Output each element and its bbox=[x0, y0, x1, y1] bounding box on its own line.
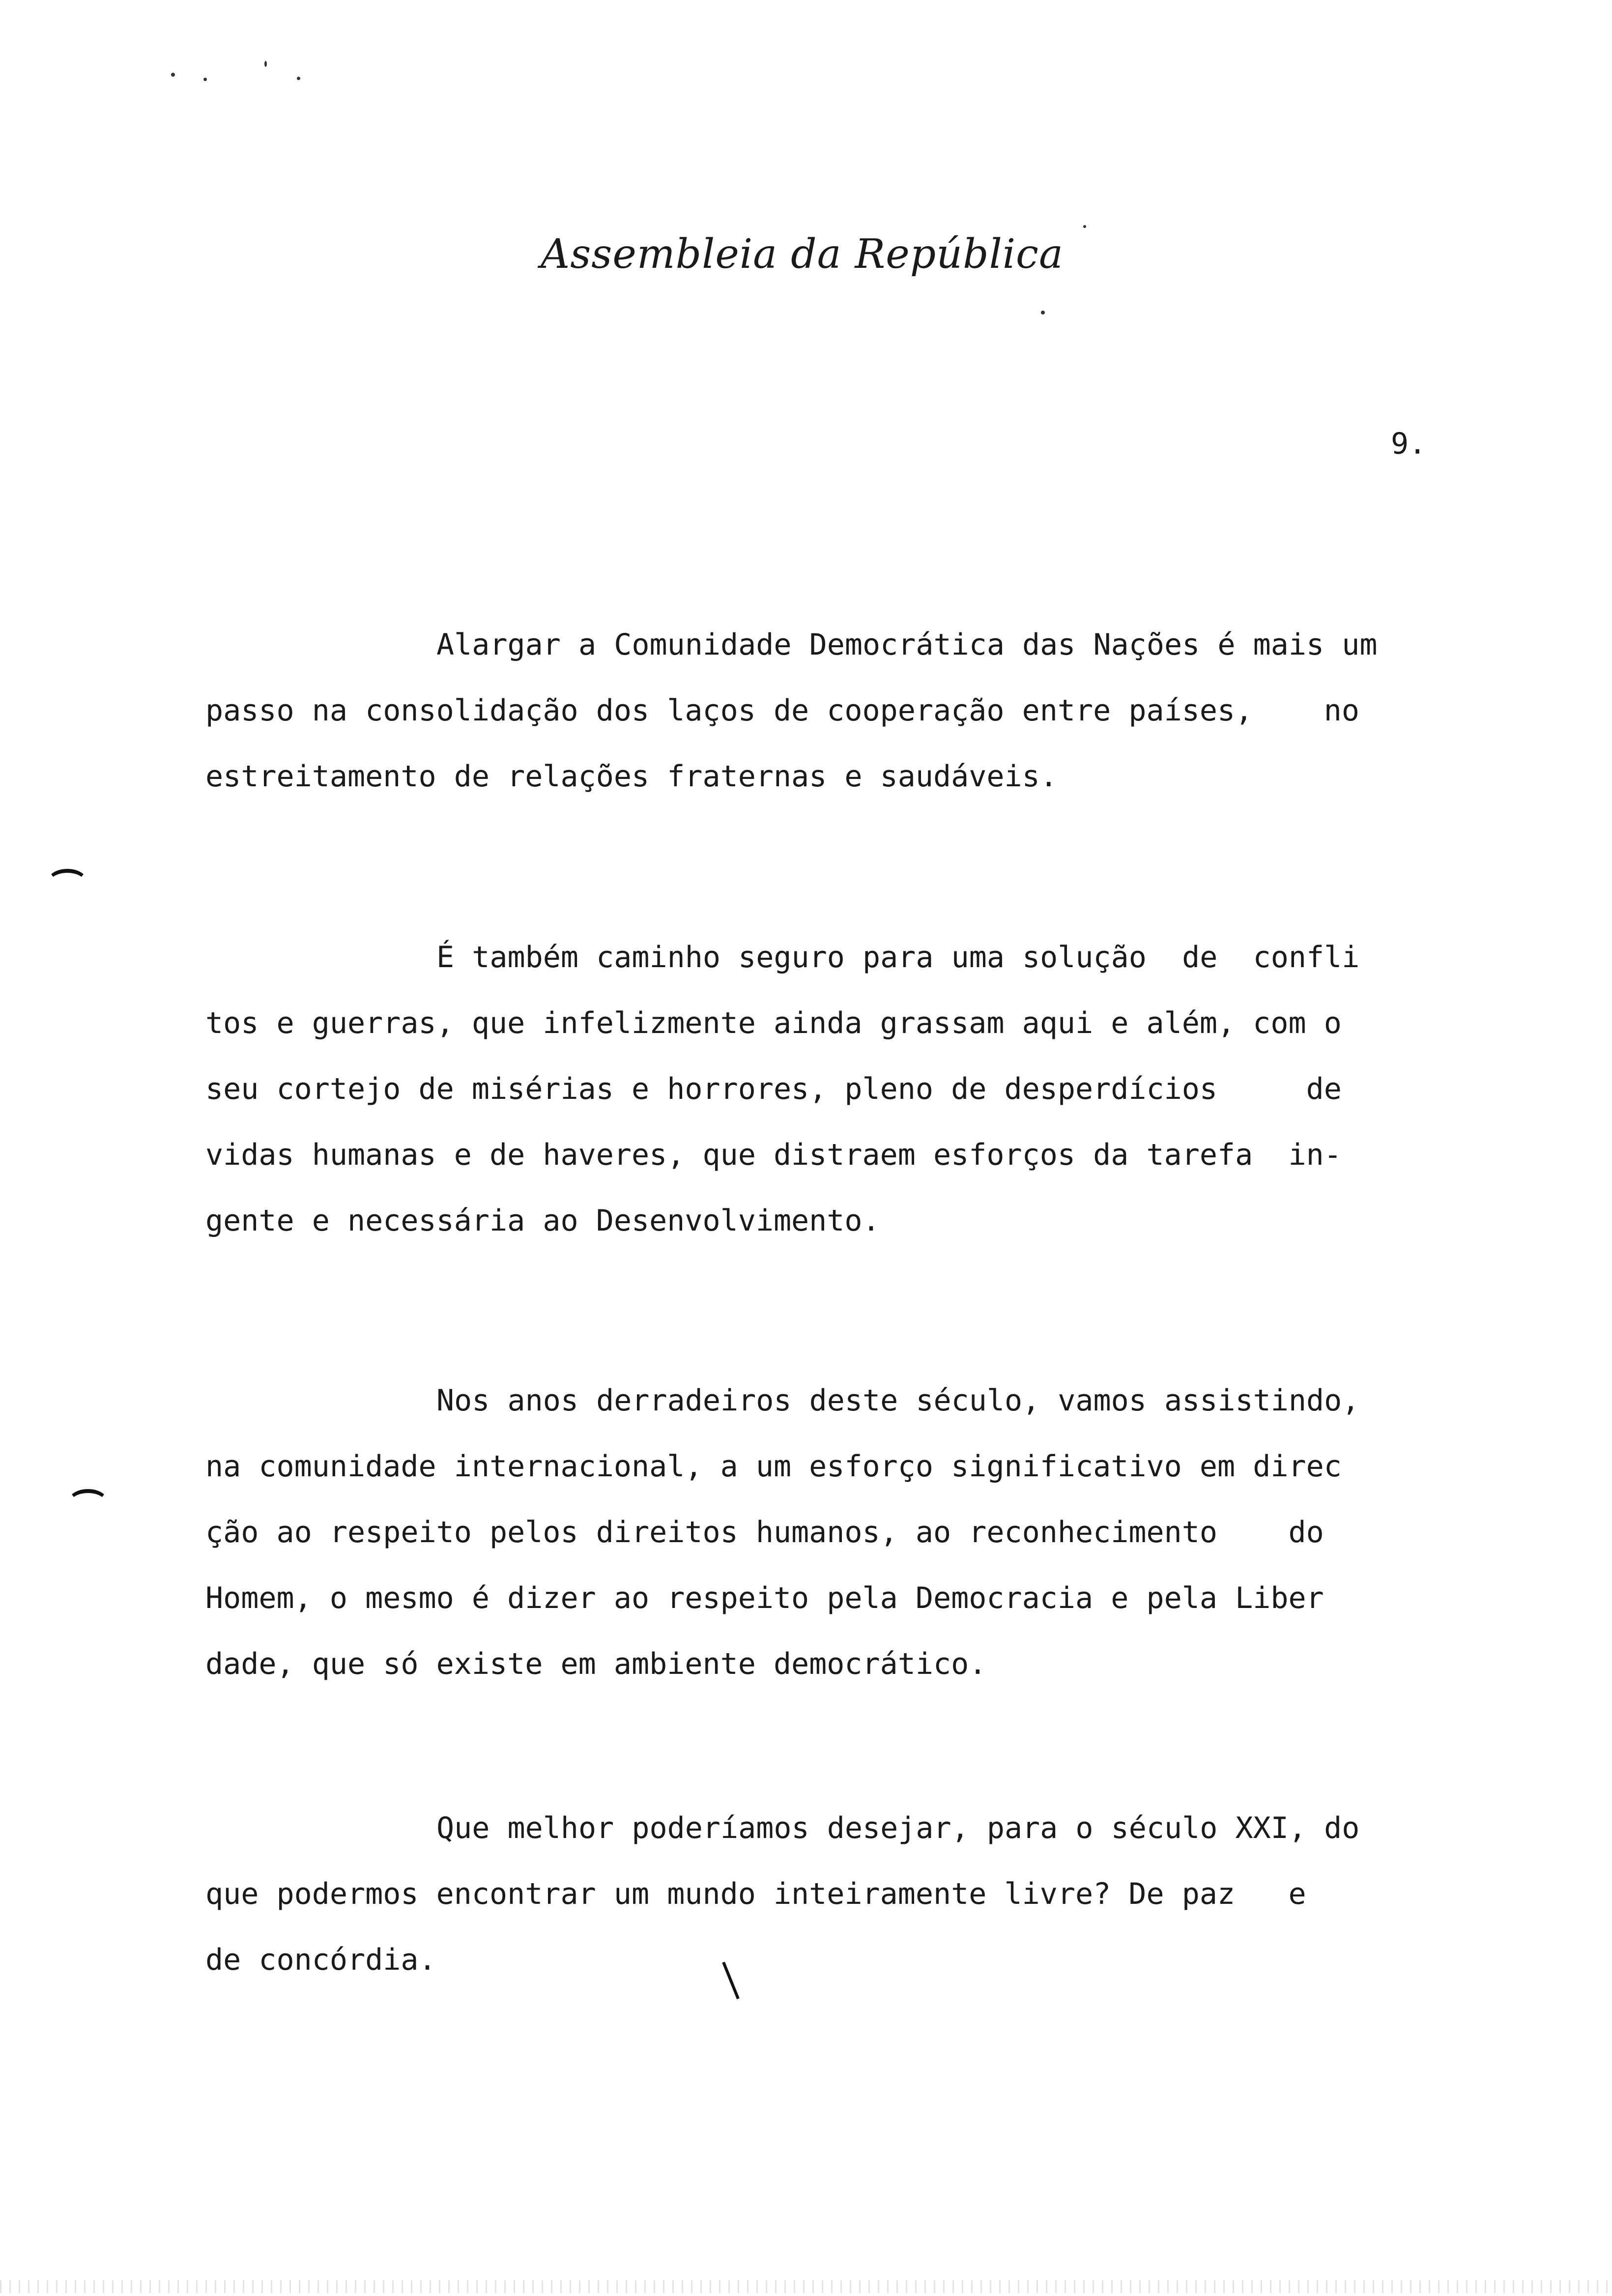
page-number: 9. bbox=[1391, 427, 1427, 461]
scan-speck bbox=[1083, 225, 1086, 228]
paragraph-3-line-3: ção ao respeito pelos direitos humanos, ao reconhecimento do bbox=[205, 1515, 1324, 1550]
scan-speck bbox=[203, 78, 207, 81]
stray-pen-stroke bbox=[722, 1962, 740, 1999]
paragraph-2-line-3: seu cortejo de misérias e horrores, pleno de desperdícios de bbox=[205, 1072, 1342, 1106]
letterhead-title: Assembleia da República bbox=[541, 231, 1064, 278]
paragraph-3-line-2: na comunidade internacional, a um esforço significativo em direc bbox=[205, 1449, 1342, 1484]
punch-hole-mark bbox=[47, 869, 87, 895]
paragraph-2-line-4: vidas humanas e de haveres, que distraem esforços da tarefa in- bbox=[205, 1138, 1342, 1172]
paragraph-3-line-5: dade, que só existe em ambiente democrático. bbox=[205, 1647, 987, 1681]
scan-speck bbox=[171, 73, 175, 77]
paragraph-1-line-1: Alargar a Comunidade Democrática das Nações é mais um bbox=[436, 628, 1378, 662]
punch-hole-mark bbox=[68, 1489, 108, 1516]
scan-speck bbox=[1041, 311, 1045, 315]
scan-speck bbox=[297, 77, 300, 80]
paragraph-2-line-5: gente e necessária ao Desenvolvimento. bbox=[205, 1204, 880, 1238]
paragraph-4-line-1: Que melhor poderíamos desejar, para o século XXI, do bbox=[436, 1811, 1360, 1845]
paragraph-3-line-4: Homem, o mesmo é dizer ao respeito pela Democracia e pela Liber bbox=[205, 1581, 1324, 1615]
paragraph-1-line-3: estreitamento de relações fraternas e saudáveis. bbox=[205, 759, 1058, 794]
paragraph-2-line-1: É também caminho seguro para uma solução de confli bbox=[436, 940, 1360, 975]
paragraph-4-line-3: de concórdia. bbox=[205, 1943, 436, 1977]
scan-edge-noise bbox=[0, 2280, 1612, 2293]
scan-speck bbox=[264, 61, 267, 67]
paragraph-3-line-1: Nos anos derradeiros deste século, vamos assistindo, bbox=[436, 1383, 1360, 1418]
paragraph-1-line-2: passo na consolidação dos laços de cooperação entre países, no bbox=[205, 693, 1359, 728]
paragraph-4-line-2: que podermos encontrar um mundo inteiramente livre? De paz e bbox=[205, 1877, 1306, 1911]
paragraph-2-line-2: tos e guerras, que infelizmente ainda grassam aqui e além, com o bbox=[205, 1006, 1342, 1040]
